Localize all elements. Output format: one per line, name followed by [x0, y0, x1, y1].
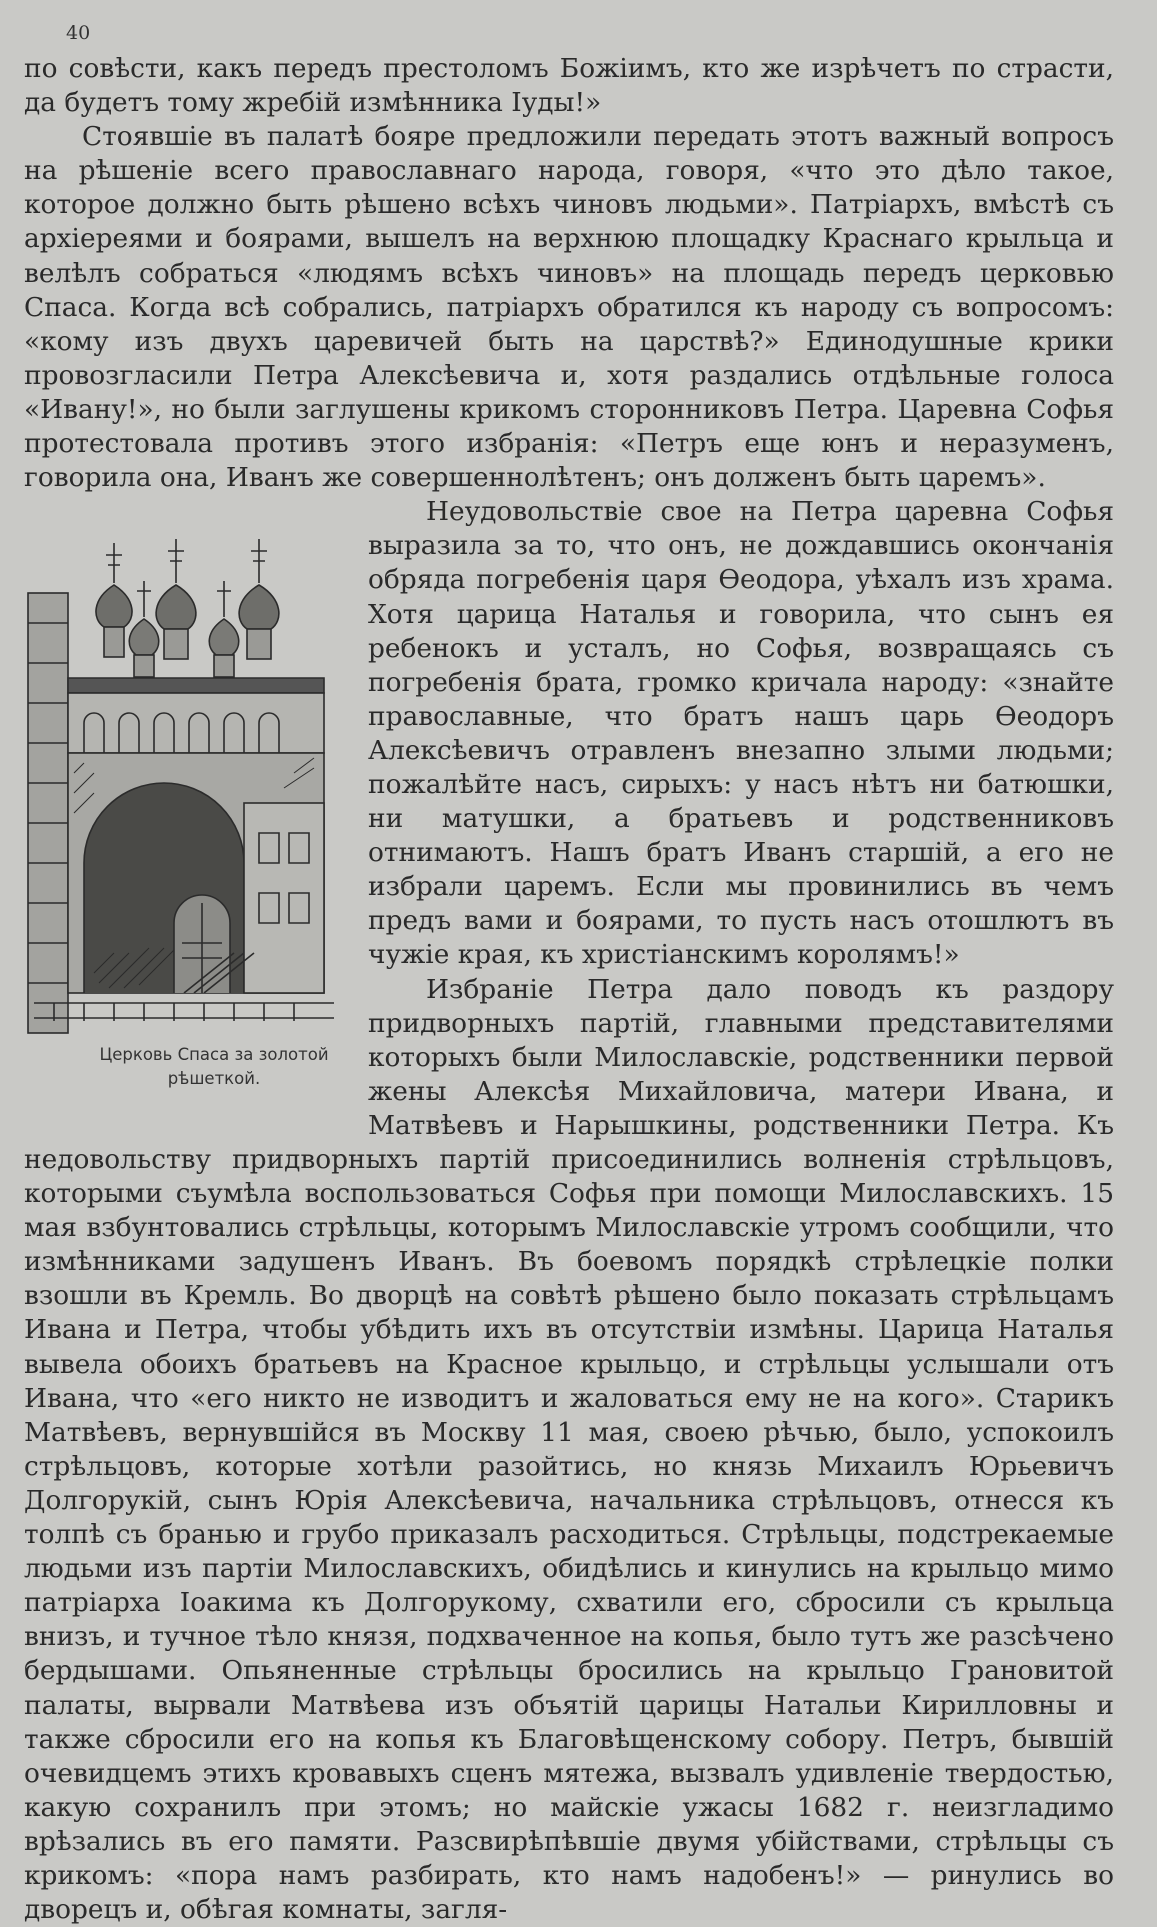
- paragraph-2: Стоявшіе въ палатѣ бояре предложили передать этотъ важный вопросъ на рѣшеніе всего православнаго народа, говоря, «что это дѣло такое, которое должно быть рѣшено всѣхъ чиновъ людьми». Патріархъ, вмѣстѣ съ архіереями и боярами, вышелъ на верхнюю площадку Краснаго крыльца и велѣлъ собраться «людямъ всѣхъ чиновъ» на площадь передъ церковью Спаса. Когда всѣ собрались, патріархъ обратился къ народу съ вопросомъ: «кому изъ двухъ царевичей быть на царствѣ?» Единодушные крики провозгласили Петра Алексѣевича и, хотя раздались отдѣльные голоса «Ивану!», но были заглушены крикомъ сторонниковъ Петра. Царевна Софья протестовала противъ этого избранія: «Петръ еще юнъ и неразуменъ, говорила она, Иванъ же совершеннолѣтенъ; онъ долженъ быть царемъ».: [24, 121, 1114, 494]
- paragraph-3-text: Неудовольствіе свое на Петра царевна Софья выразила за то, что онъ, не дождавшись окончанія обряда погребенія царя Ѳеодора, уѣхалъ изъ храма. Хотя царица Наталья и говорила, что сынъ ея ребенокъ и усталъ, но Софья, возвращаясь съ погребенія брата, громко кричала народу: «знайте православные, что братъ нашъ царь Ѳеодоръ Алексѣевичъ отравленъ внезапно злыми людьми; пожалѣйте насъ, сирыхъ: у насъ нѣтъ ни батюшки, ни матушки, а братьевъ и родственниковъ отнимаютъ. Нашъ братъ Иванъ старшій, а его не избрали царемъ. Если мы провинились въ чемъ предъ вами и боярами, то пусть насъ отошлютъ въ чужіе края, къ христіанскимъ королямъ!»: [368, 496, 1114, 971]
- paragraph-4: Избраніе Петра дало поводъ къ раздору придворныхъ партій, главными представителями которыхъ были Милославскіе, родственники первой жены Алексѣя Михайловича, матери Ивана, и Матвѣевъ и Нарышкины, родственники Петра. Къ недовольству придворныхъ партій присоединились волненія стрѣльцовъ, которыми съумѣла воспользоваться Софья при помощи Милославскихъ. 15 мая взбунтовались стрѣльцы, которымъ Милославскіе утромъ сообщили, что измѣнниками задушенъ Иванъ. Въ боевомъ порядкѣ стрѣлецкіе полки взошли въ Кремль. Во дворцѣ на совѣтѣ рѣшено было показать стрѣльцамъ Ивана и Петра, чтобы убѣдить ихъ въ отсутствіи измѣны. Царица Наталья вывела обоихъ братьевъ на Красное крыльцо, и стрѣльцы услышали отъ Ивана, что «его никто не изводитъ и жаловаться ему не на кого». Старикъ Матвѣевъ, вернувшійся въ Москву 11 мая, своею рѣчью, было, успокоилъ стрѣльцовъ, которые хотѣли разойтись, но князь Михаилъ Юрьевичъ Долгорукій, сынъ Юрія Алексѣевича, начальника стрѣльцовъ, отнесся къ толпѣ съ бранью и грубо приказалъ расходиться. Стрѣльцы, подстрекаемые людьми изъ партіи Милославскихъ, обидѣлись и кинулись на крыльцо мимо патріарха Іоакима къ Долгорукому, схватили его, сбросили съ крыльца внизъ, и тучное тѣло князя, подхваченное на копья, было тутъ же разсѣчено бердышами. Опьяненные стрѣльцы бросились на крыльцо Грановитой палаты, вырвали Матвѣева изъ объятій царицы Натальи Кирилловны и также сбросили его на копья къ Благовѣщенскому собору. Петръ, бывшій очевидцемъ этихъ кровавыхъ сценъ мятежа, вызвалъ удивленіе твердостью, какую сохранилъ при этомъ; но майскіе ужасы 1682 г. неизгладимо врѣзались въ его памяти. Разсвирѣпѣвшіе двумя убійствами, стрѣльцы съ крикомъ: «пора намъ разбирать, кто намъ надобенъ!» — ринулись во дворецъ и, обѣгая комнаты, загля-: [24, 973, 1114, 1926]
- church-illustration: [24, 503, 346, 1043]
- figure: [24, 503, 346, 1131]
- paragraph-1: по совѣсти, какъ передъ престоломъ Божіимъ, кто же изрѣчетъ по страсти, да будетъ тому жребій измѣнника Іуды!»: [24, 53, 1114, 119]
- paragraph-3: [24, 495, 1114, 1089]
- page-number: 40: [66, 22, 91, 44]
- body-text: [24, 52, 1114, 1927]
- caption-line-2: рѣшеткой.: [167, 1069, 261, 1089]
- caption-line-1: Церковь Спаса за золотой: [99, 1045, 329, 1065]
- figure-caption: [24, 1043, 346, 1091]
